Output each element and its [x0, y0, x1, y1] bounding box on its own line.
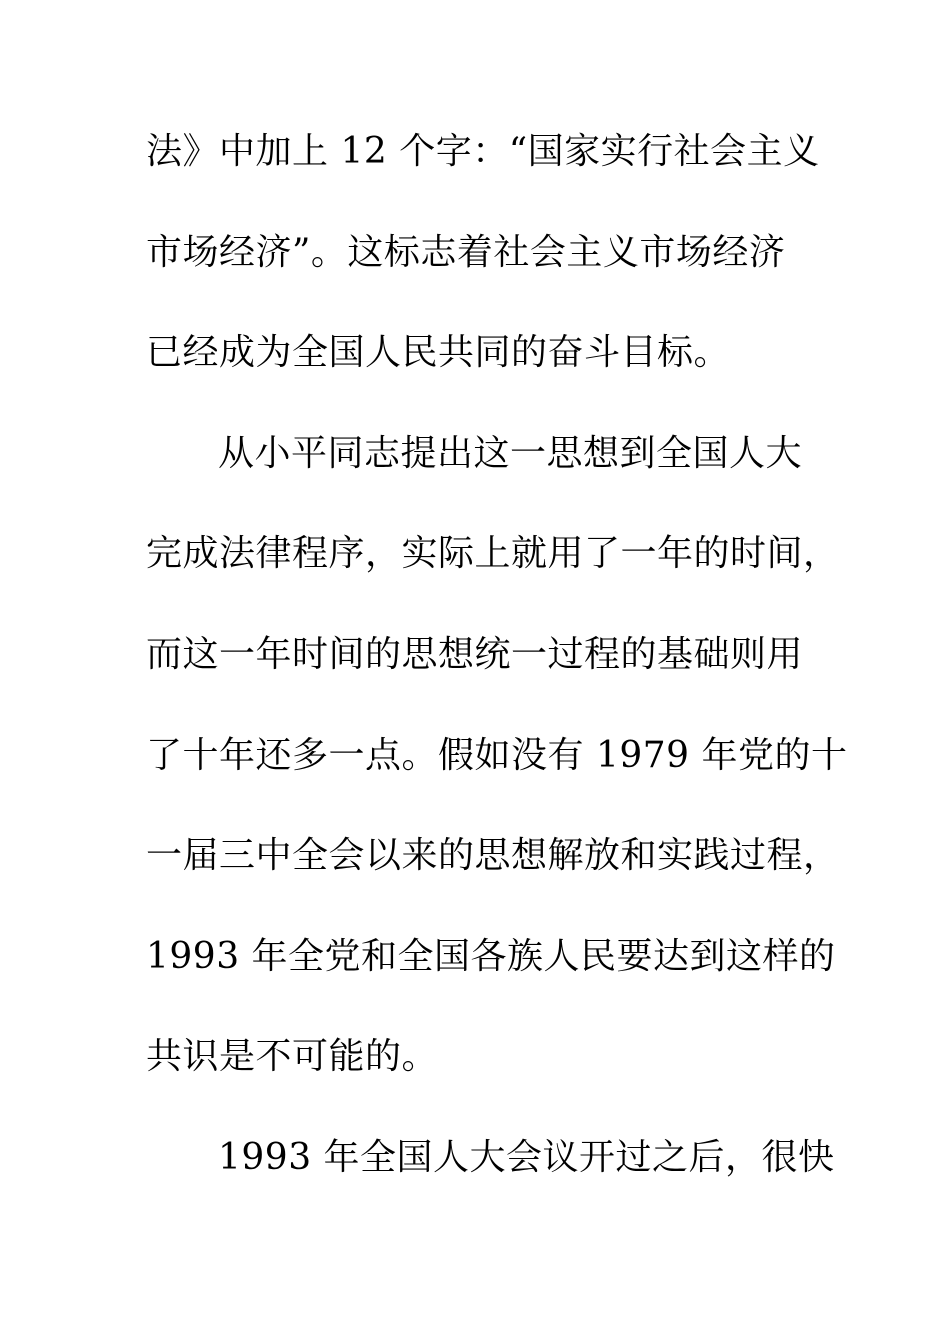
paragraph-start-line: 1993 年全国人大会议开过之后，很快 [218, 1136, 835, 1178]
paragraph-start-line: 从小平同志提出这一思想到全国人大 [218, 432, 803, 474]
text-line: 一届三中全会以来的思想解放和实践过程， [146, 835, 840, 877]
body-text [146, 122, 848, 1229]
text-line: 共识是不可能的。 [146, 1036, 439, 1078]
text-line: 而这一年时间的思想统一过程的基础则用 [146, 633, 804, 675]
text-line: 已经成为全国人民共同的奋斗目标。 [146, 332, 731, 374]
text-line: 1993 年全党和全国各族人民要达到这样的 [146, 935, 836, 977]
text-line: 完成法律程序，实际上就用了一年的时间， [146, 533, 840, 575]
text-line: 市场经济”。这标志着社会主义市场经济 [146, 231, 786, 273]
text-line: 了十年还多一点。假如没有 1979 年党的十 [146, 734, 848, 776]
text-line: 法》中加上 12 个字：“国家实行社会主义 [146, 131, 820, 172]
